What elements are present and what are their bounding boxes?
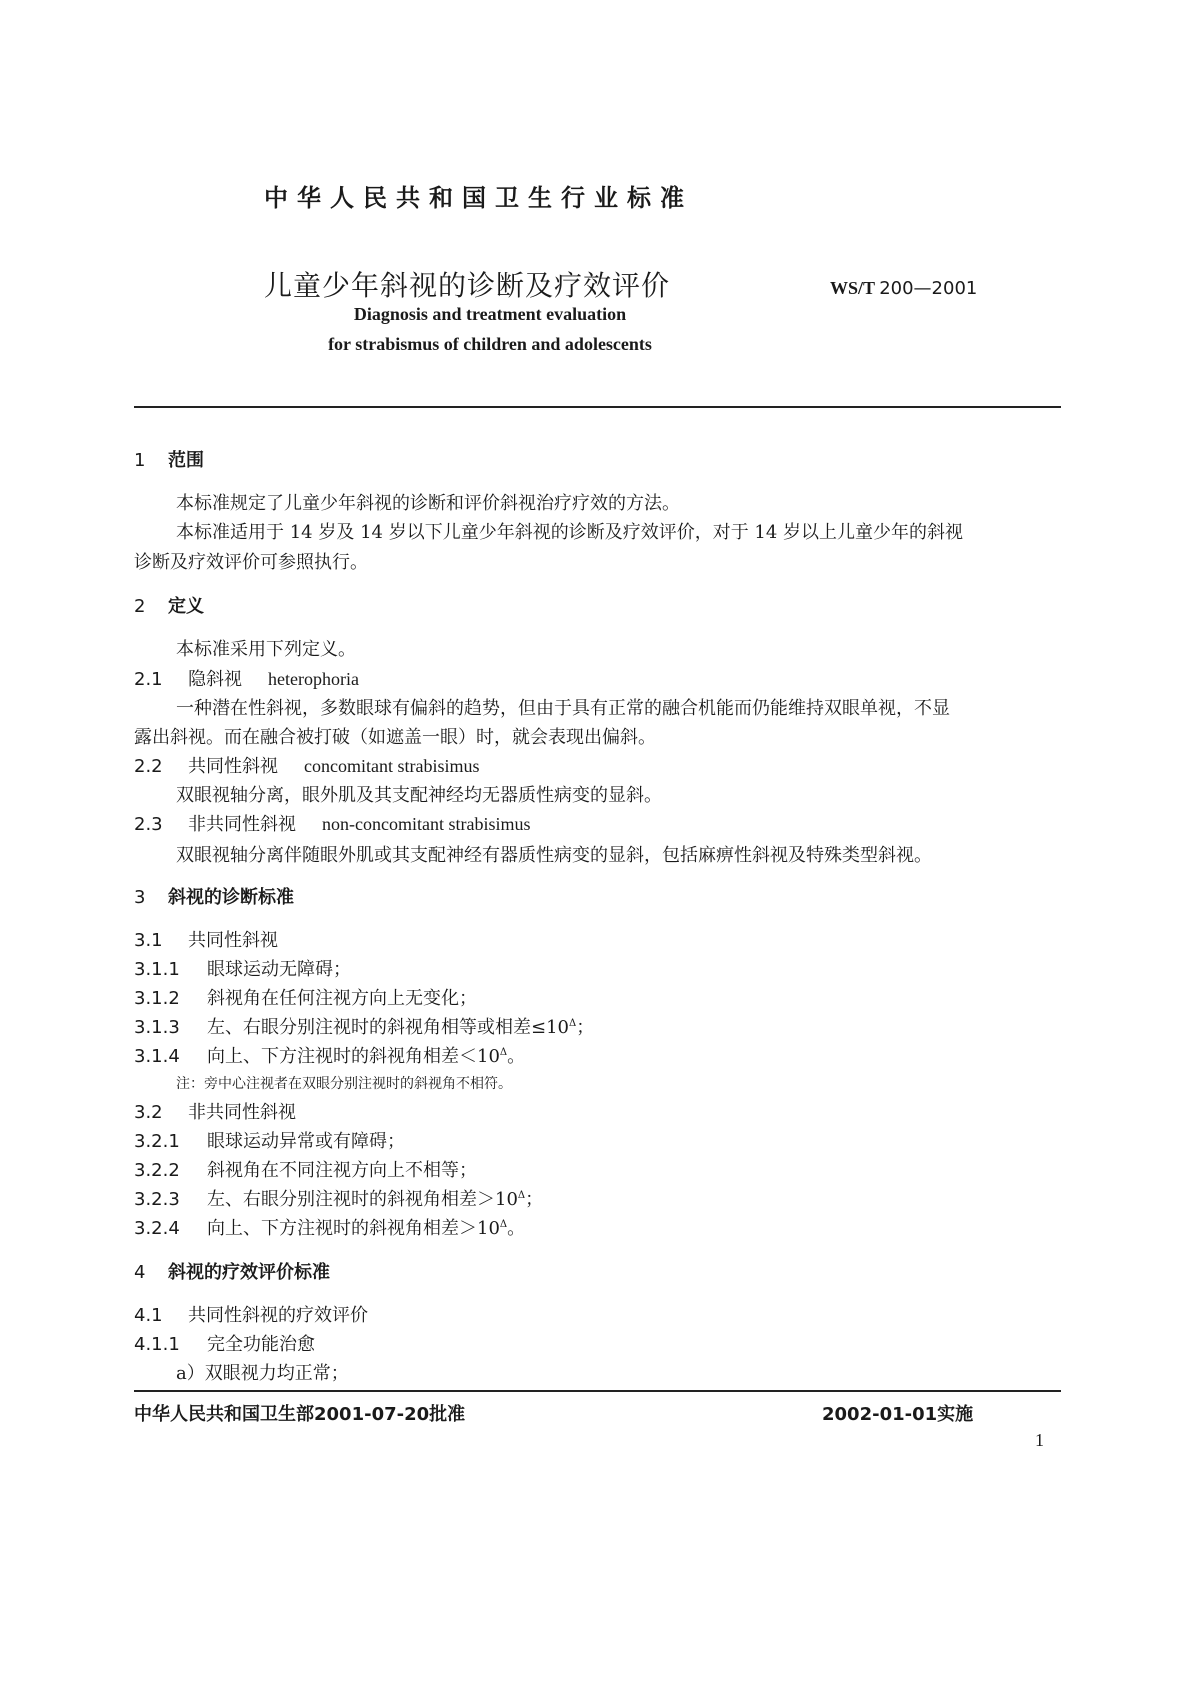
paragraph: 本标准适用于 14 岁及 14 岁以下儿童少年斜视的诊断及疗效评价，对于 14 岁以上儿童少年的斜视	[176, 522, 964, 543]
clause-3-1-2	[134, 984, 477, 1010]
paragraph: 双眼视轴分离伴随眼外肌或其支配神经有器质性病变的显斜，包括麻痹性斜视及特殊类型斜视。	[176, 845, 932, 866]
clause-number: 2.1	[134, 669, 163, 690]
section-number: 2	[134, 596, 146, 617]
clause-number: 3.1	[134, 930, 163, 951]
standard-code-number: 200—2001	[879, 278, 978, 299]
clause-text: 眼球运动异常或有障碍；	[207, 1131, 405, 1152]
clause-number: 4.1.1	[134, 1334, 180, 1355]
definition-2-1	[134, 665, 359, 691]
paragraph: 诊断及疗效评价可参照执行。	[134, 552, 368, 573]
note: 注：旁中心注视者在双眼分别注视时的斜视角不相符。	[176, 1076, 512, 1092]
term-en: heterophoria	[268, 669, 359, 689]
section-title: 范围	[168, 450, 204, 471]
paragraph: 一种潜在性斜视，多数眼球有偏斜的趋势，但由于具有正常的融合机能而仍能维持双眼单视，不显	[176, 698, 950, 719]
clause-3-2-3	[134, 1185, 543, 1211]
section-4-heading	[134, 1258, 330, 1284]
prism-diopter-symbol: Δ	[499, 1047, 508, 1058]
clause-3-1	[134, 926, 278, 952]
paragraph: 露出斜视。而在融合被打破（如遮盖一眼）时，就会表现出偏斜。	[134, 727, 656, 748]
section-number: 1	[134, 450, 146, 471]
clause-3-1-4	[134, 1042, 525, 1068]
clause-text: 斜视角在任何注视方向上无变化；	[207, 988, 477, 1009]
clause-3-1-1	[134, 955, 351, 981]
clause-3-2-1	[134, 1127, 405, 1153]
clause-text: 向上、下方注视时的斜视角相差＜10	[207, 1046, 500, 1067]
term-en: concomitant strabisimus	[304, 756, 480, 776]
clause-number: 3.2.4	[134, 1218, 180, 1239]
clause-title: 共同性斜视的疗效评价	[188, 1305, 368, 1326]
clause-number: 3.1.1	[134, 959, 180, 980]
clause-number: 3.1.2	[134, 988, 180, 1009]
term-en: non-concomitant strabisimus	[322, 814, 531, 834]
clause-text-tail: ；	[576, 1017, 595, 1038]
clause-text-tail: ；	[525, 1189, 544, 1210]
term-zh: 共同性斜视	[188, 756, 278, 777]
clause-text: 眼球运动无障碍；	[207, 959, 351, 980]
clause-number: 2.2	[134, 756, 163, 777]
section-title: 斜视的疗效评价标准	[168, 1262, 330, 1283]
effective-date-line: 2002-01-01实施	[822, 1404, 974, 1425]
clause-number: 3.2.1	[134, 1131, 180, 1152]
clause-text: 左、右眼分别注视时的斜视角相等或相差≤10	[207, 1017, 569, 1038]
clause-text: 向上、下方注视时的斜视角相差＞10	[207, 1218, 500, 1239]
footer-divider	[134, 1390, 1061, 1392]
paragraph: 本标准采用下列定义。	[176, 639, 356, 660]
clause-number: 2.3	[134, 814, 163, 835]
document-title-en-line2: for strabismus of children and adolescents	[328, 334, 652, 354]
section-title: 定义	[168, 596, 204, 617]
document-title-zh: 儿童少年斜视的诊断及疗效评价	[264, 269, 671, 302]
clause-title: 共同性斜视	[188, 930, 278, 951]
paragraph: 本标准规定了儿童少年斜视的诊断和评价斜视治疗疗效的方法。	[176, 493, 680, 514]
standard-code	[830, 278, 977, 299]
term-zh: 非共同性斜视	[188, 814, 296, 835]
clause-text-tail: 。	[507, 1046, 526, 1067]
clause-3-2	[134, 1098, 296, 1124]
clause-text: 左、右眼分别注视时的斜视角相差＞10	[207, 1189, 518, 1210]
clause-number: 3.1.3	[134, 1017, 180, 1038]
section-number: 4	[134, 1262, 146, 1283]
clause-3-2-2	[134, 1156, 477, 1182]
section-1-heading	[134, 446, 204, 472]
clause-title: 非共同性斜视	[188, 1102, 296, 1123]
clause-title: 完全功能治愈	[207, 1334, 315, 1355]
list-item-a: a）双眼视力均正常；	[176, 1363, 349, 1384]
section-2-heading	[134, 592, 204, 618]
clause-text-tail: 。	[507, 1218, 526, 1239]
standard-code-prefix: WS/T	[830, 278, 875, 298]
definition-2-2	[134, 752, 479, 778]
approval-line: 中华人民共和国卫生部2001-07-20批准	[134, 1404, 466, 1425]
page-number: 1	[1035, 1430, 1044, 1450]
clause-4-1-1	[134, 1330, 315, 1356]
clause-number: 3.2	[134, 1102, 163, 1123]
clause-3-2-4	[134, 1214, 525, 1240]
header-divider	[134, 406, 1061, 408]
clause-number: 3.2.2	[134, 1160, 180, 1181]
prism-diopter-symbol: Δ	[517, 1190, 526, 1201]
clause-number: 4.1	[134, 1305, 163, 1326]
document-title-en-line1: Diagnosis and treatment evaluation	[353, 304, 627, 324]
term-zh: 隐斜视	[188, 669, 242, 690]
clause-number: 3.2.3	[134, 1189, 180, 1210]
section-title: 斜视的诊断标准	[168, 887, 294, 908]
clause-3-1-3	[134, 1013, 594, 1039]
definition-2-3	[134, 810, 530, 836]
clause-number: 3.1.4	[134, 1046, 180, 1067]
clause-4-1	[134, 1301, 368, 1327]
standard-type-heading: 中华人民共和国卫生行业标准	[264, 184, 693, 212]
section-3-heading	[134, 883, 294, 909]
clause-text: 斜视角在不同注视方向上不相等；	[207, 1160, 477, 1181]
section-number: 3	[134, 887, 146, 908]
paragraph: 双眼视轴分离，眼外肌及其支配神经均无器质性病变的显斜。	[176, 785, 662, 806]
prism-diopter-symbol: Δ	[499, 1219, 508, 1230]
prism-diopter-symbol: Δ	[569, 1018, 577, 1029]
